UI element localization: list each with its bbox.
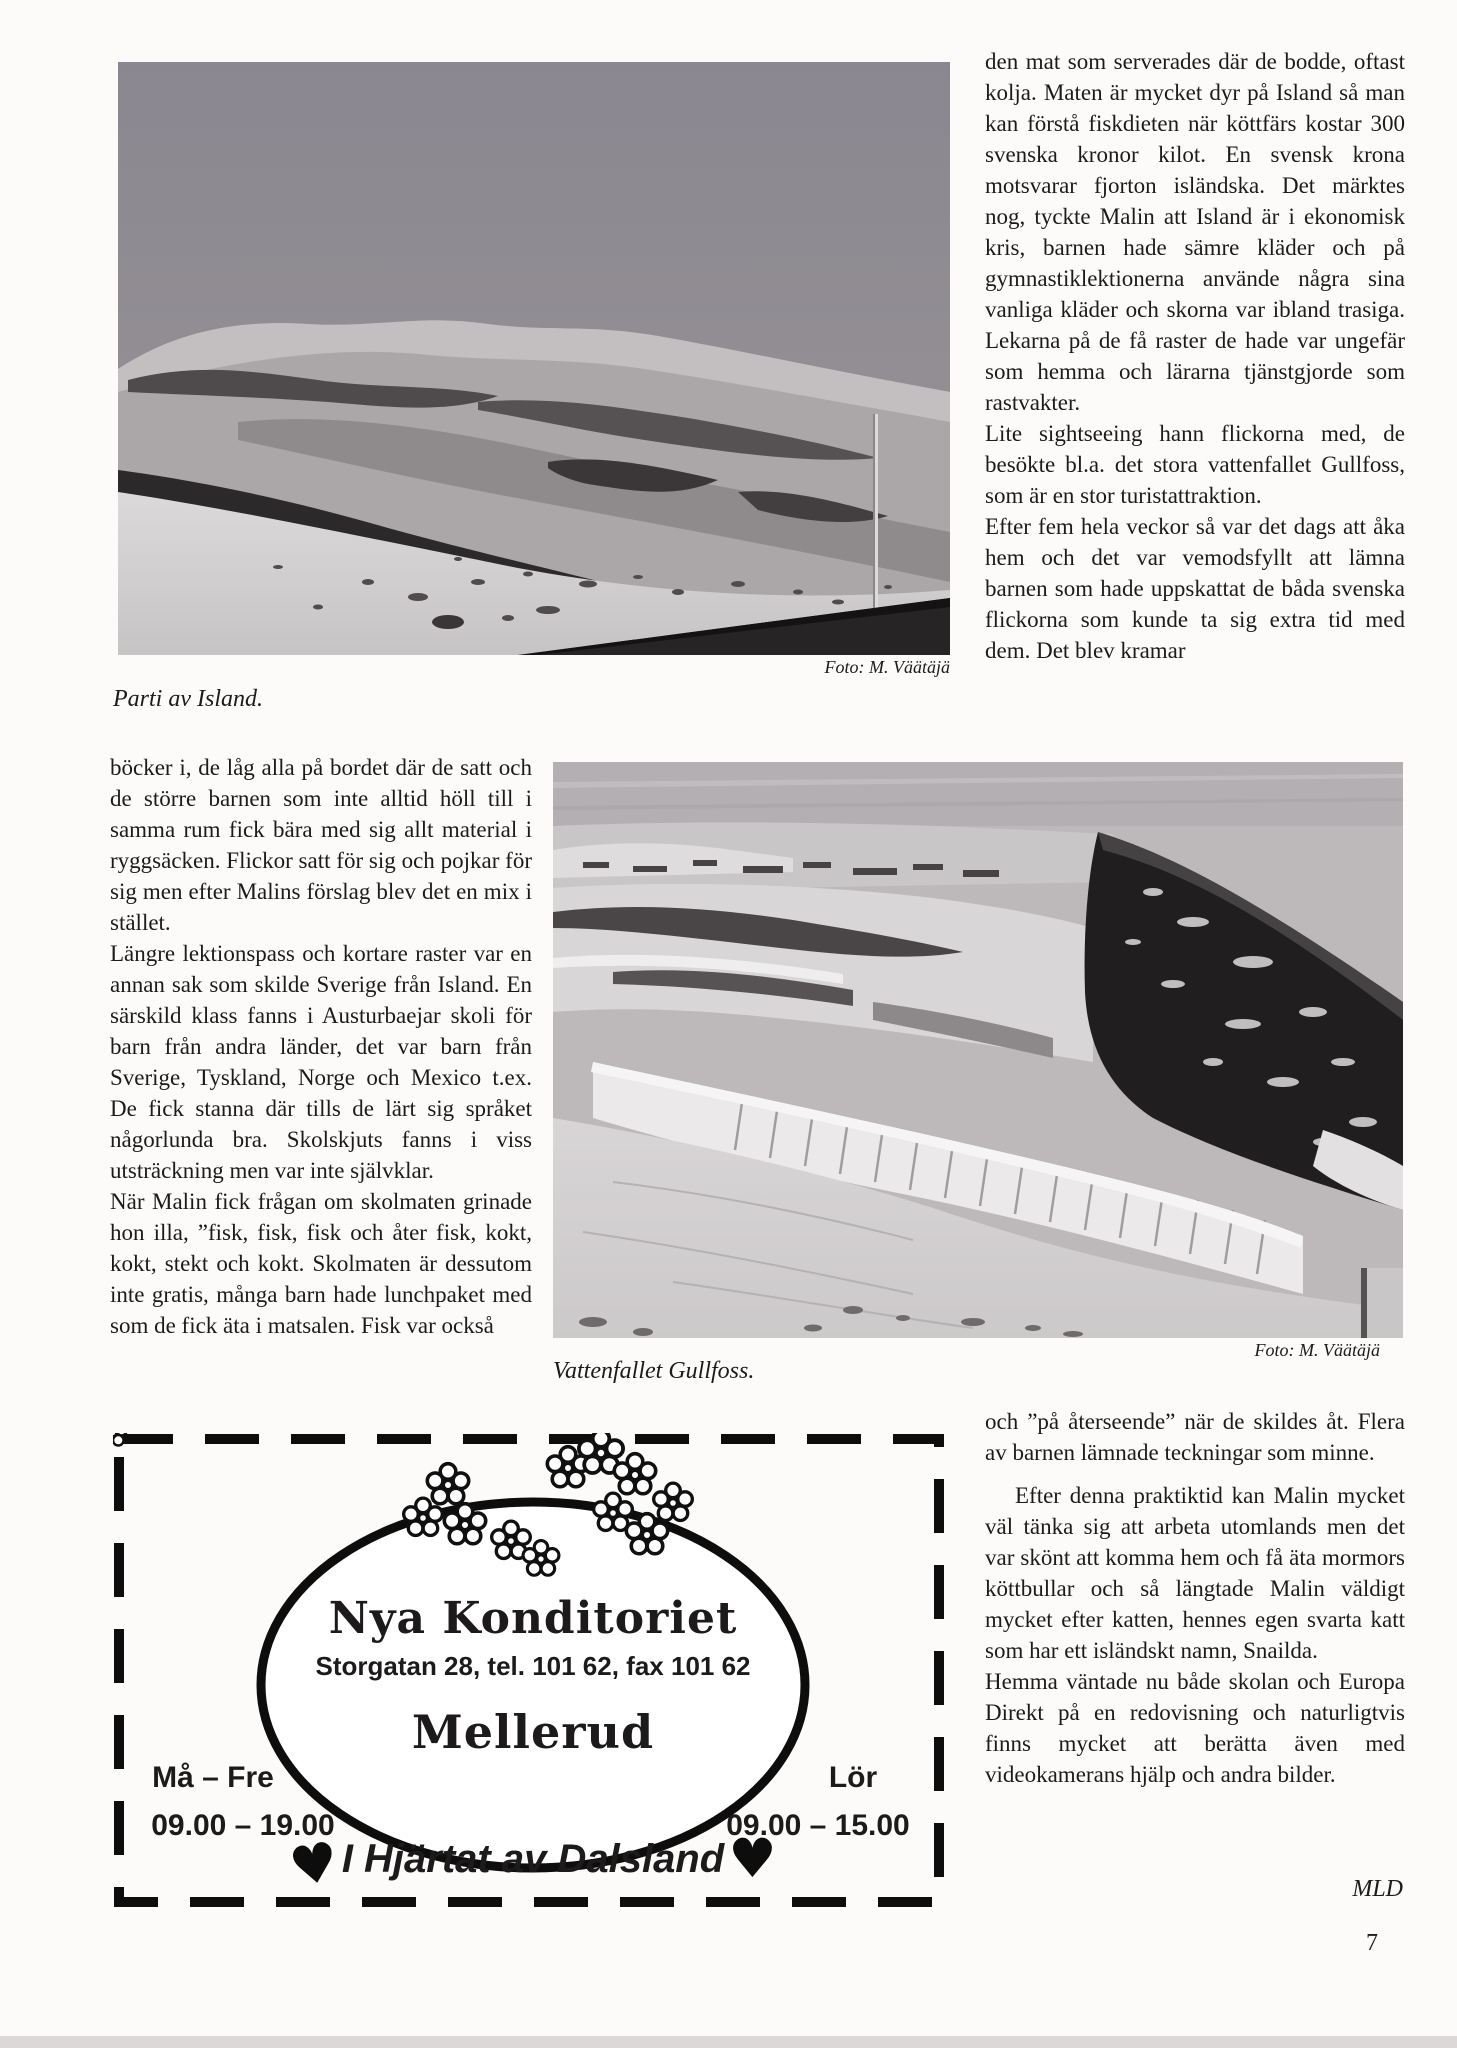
gullfoss-photo-art xyxy=(553,762,1403,1338)
ad-slogan: I Hjärtat av Dalsland xyxy=(341,1836,725,1881)
weekday-label: Må – Fre xyxy=(152,1761,274,1794)
ad-business-name: Nya Konditoriet xyxy=(328,1593,738,1644)
saturday-label: Lör xyxy=(828,1761,878,1794)
gullfoss-photo-credit: Foto: M. Väätäjä xyxy=(1254,1340,1380,1360)
ad-slogan-row xyxy=(223,1827,843,1900)
paragraph: böcker i, de låg alla på bordet där de satt och de större barnen som inte alltid höll till i samma rum fick bära med sig allt material i ryggsäcken. Flickor satt för sig och pojkar för sig men efter Malins förslag blev det en mix i stället. xyxy=(110,755,532,935)
heart-icon: ♥ xyxy=(728,1827,777,1890)
island-photo-credit: Foto: M. Väätäjä xyxy=(824,657,950,677)
saturday-hours: 09.00 – 15.00 xyxy=(726,1809,910,1842)
gullfoss-photo-caption: Vattenfallet Gullfoss. xyxy=(553,1358,755,1384)
ad-box xyxy=(113,1433,945,1908)
paragraph: den mat som serverades där de bodde, oftast kolja. Maten är mycket dyr på Island så man kan förstå fiskdieten när köttfärs kostar 300 svenska kronor kilot. En svensk krona motsvarar fjorton isländska. Det märktes nog, tyckte Malin att Island är i ekonomisk kris, barnen hade sämre kläder och på gymnastiklektionerna använde några sina vanliga kläder och skorna var ibland trasiga. Lekarna på de få raster de hade var ungefär som hemma och lärarna tjänstgjorde som rastvakter. xyxy=(985,49,1405,415)
island-photo-caption: Parti av Island. xyxy=(113,686,263,712)
gullfoss-photo xyxy=(553,762,1403,1338)
paragraph: Längre lektionspass och kortare raster var en annan sak som skilde Sverige från Island. En särskild klass fanns i Austurbaejar skoli för barn från andra länder, det var barn från Sverige, Tyskland, Norge och Mexico t.ex. De fick stanna där tills de lärt sig språket någorlunda bra. Skolskjuts fanns i viss utsträckning men var inte självklar. xyxy=(110,941,532,1183)
article-column-left xyxy=(110,752,532,1341)
paragraph: Hemma väntade nu både skolan och Europa Direkt på en redovisning och naturligtvis finns mycket att berätta även med videokamerans hjälp och andra bilder. xyxy=(985,1669,1405,1787)
paragraph: När Malin fick frågan om skolmaten grinade hon illa, ”fisk, fisk, fisk och åter fisk, kokt, kokt, stekt och kokt. Skolmaten är dessutom inte gratis, många barn hade lunchpaket med som de fick äta i matsalen. Fisk var också xyxy=(110,1189,532,1338)
island-photo xyxy=(118,62,950,655)
heart-icon: ♥ xyxy=(285,1829,344,1900)
page-number: 7 xyxy=(1366,1930,1378,1956)
paragraph: Lite sightseeing hann flickorna med, de besökte bl.a. det stora vattenfallet Gullfoss, som är en stor turistattraktion. xyxy=(985,421,1405,508)
paragraph: Efter fem hela veckor så var det dags att åka hem och det var vemodsfyllt att lämna barnen som hade uppskattat de båda svenska flickorna som kunde ta sig extra tid med dem. Det blev kramar xyxy=(985,514,1405,663)
article-column-right-top xyxy=(985,46,1405,666)
scan-edge-shadow xyxy=(0,2036,1457,2048)
article-column-right-bottom xyxy=(985,1406,1405,1790)
byline: MLD xyxy=(1352,1876,1403,1902)
ad-city: Mellerud xyxy=(411,1705,655,1759)
weekday-hours: 09.00 – 19.00 xyxy=(151,1809,335,1842)
ad-address: Storgatan 28, tel. 101 62, fax 101 62 xyxy=(315,1651,751,1681)
paragraph: Efter denna praktiktid kan Malin mycket väl tänka sig att arbeta utomlands men det var skönt att komma hem och få äta mormors köttbullar och så längtade Malin väldigt mycket efter katten, hennes egen svarta katt som har ett isländskt namn, Snailda. xyxy=(985,1483,1405,1663)
paragraph: och ”på återseende” när de skildes åt. Flera av barnen lämnade teckningar som minne. xyxy=(985,1409,1405,1465)
island-photo-art xyxy=(118,62,950,655)
